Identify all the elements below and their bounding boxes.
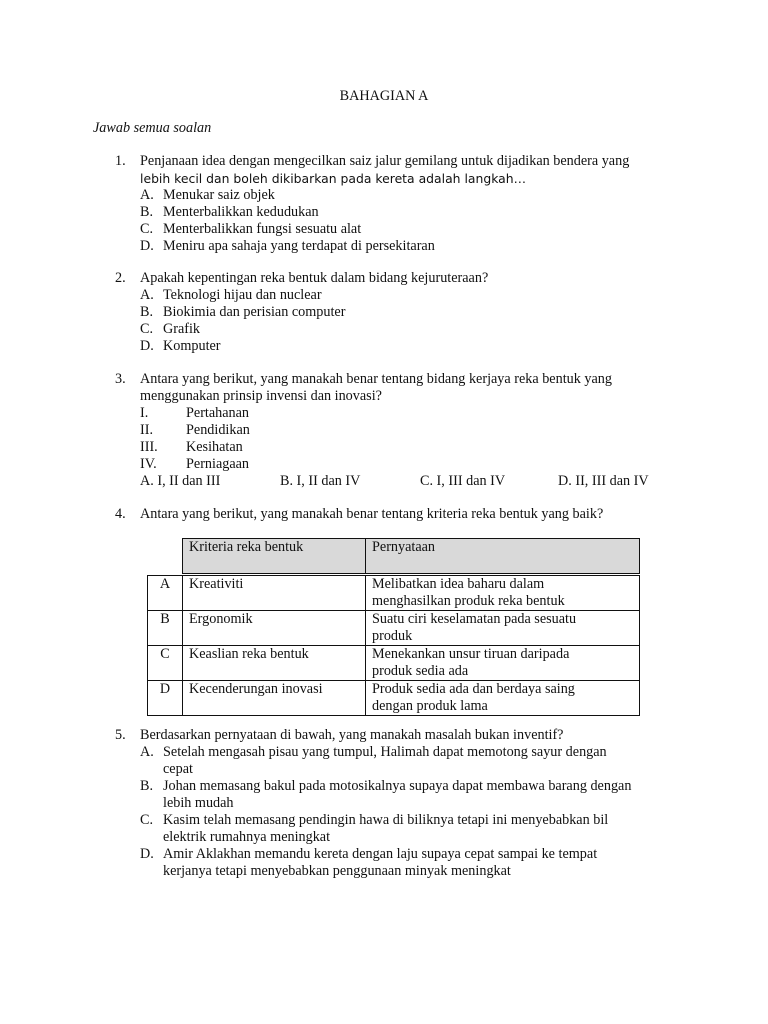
question-number: 4.: [115, 506, 126, 522]
question-3: [115, 371, 685, 490]
header-kriteria: Kriteria reka bentuk: [183, 539, 366, 574]
question-text: Apakah kepentingan reka bentuk dalam bidang kejuruteraan?: [140, 270, 489, 286]
question-number: 5.: [115, 727, 126, 743]
question-text: menggunakan prinsip invensi dan inovasi?: [140, 388, 382, 404]
question-5: [115, 727, 685, 880]
roman-item-4: IV. Perniagaan: [140, 456, 250, 472]
choice-a: A. I, II dan III: [140, 473, 221, 489]
table-row: A Kreativiti Melibatkan idea baharu dalam menghasilkan produk reka bentuk: [148, 576, 640, 611]
section-title: BAHAGIAN A: [339, 88, 429, 104]
header-pernyataan: Pernyataan: [366, 539, 640, 574]
question-text: lebih kecil dan boleh dikibarkan pada kereta adalah langkah…: [140, 171, 527, 186]
question-number: 3.: [115, 371, 126, 387]
question-number: 2.: [115, 270, 126, 286]
question-1: [115, 153, 685, 255]
table-row: C Keaslian reka bentuk Menekankan unsur tiruan daripada produk sedia ada: [148, 646, 640, 681]
question-text: Berdasarkan pernyataan di bawah, yang manakah masalah bukan inventif?: [140, 727, 564, 743]
option-a: A. Teknologi hijau dan nuclear: [140, 287, 322, 303]
criteria-table: [147, 538, 640, 716]
roman-item-2: II. Pendidikan: [140, 422, 250, 438]
choice-b: B. I, II dan IV: [280, 473, 361, 489]
choice-d: D. II, III dan IV: [558, 473, 649, 489]
answer-choices: [140, 473, 685, 490]
table-header-row: [148, 539, 640, 574]
question-number: 1.: [115, 153, 126, 169]
table-row: D Kecenderungan inovasi Produk sedia ada dan berdaya saing dengan produk lama: [148, 681, 640, 716]
question-2: [115, 270, 685, 355]
option-c: C. Grafik: [140, 321, 201, 337]
option-c: C. Menterbalikkan fungsi sesuatu alat: [140, 221, 362, 237]
option-a: A. Setelah mengasah pisau yang tumpul, Halimah dapat memotong sayur dengan cepat: [140, 744, 607, 777]
roman-item-3: III. Kesihatan: [140, 439, 243, 455]
option-d: D. Amir Aklakhan memandu kereta dengan laju supaya cepat sampai ke tempat kerjanya tetapi menyebabkan penggunaan minyak meningkat: [140, 846, 598, 879]
question-4: [115, 506, 685, 523]
option-b: B. Menterbalikkan kedudukan: [140, 204, 319, 220]
roman-item-1: I. Pertahanan: [140, 405, 250, 421]
question-text: Penjanaan idea dengan mengecilkan saiz jalur gemilang untuk dijadikan bendera yang: [140, 153, 630, 169]
instruction: Jawab semua soalan: [93, 120, 212, 136]
table-row: B Ergonomik Suatu ciri keselamatan pada sesuatu produk: [148, 611, 640, 646]
option-b: B. Johan memasang bakul pada motosikalnya supaya dapat membawa barang dengan lebih mudah: [140, 778, 632, 811]
question-text: Antara yang berikut, yang manakah benar tentang kriteria reka bentuk yang baik?: [140, 506, 604, 522]
option-b: B. Biokimia dan perisian computer: [140, 304, 346, 320]
choice-c: C. I, III dan IV: [420, 473, 506, 489]
option-a: A. Menukar saiz objek: [140, 187, 275, 203]
option-d: D. Komputer: [140, 338, 221, 354]
question-text: Antara yang berikut, yang manakah benar tentang bidang kerjaya reka bentuk yang: [140, 371, 612, 387]
option-d: D. Meniru apa sahaja yang terdapat di persekitaran: [140, 238, 435, 254]
option-c: C. Kasim telah memasang pendingin hawa di biliknya tetapi ini menyebabkan bil elektrik rumahnya meningkat: [140, 812, 609, 845]
